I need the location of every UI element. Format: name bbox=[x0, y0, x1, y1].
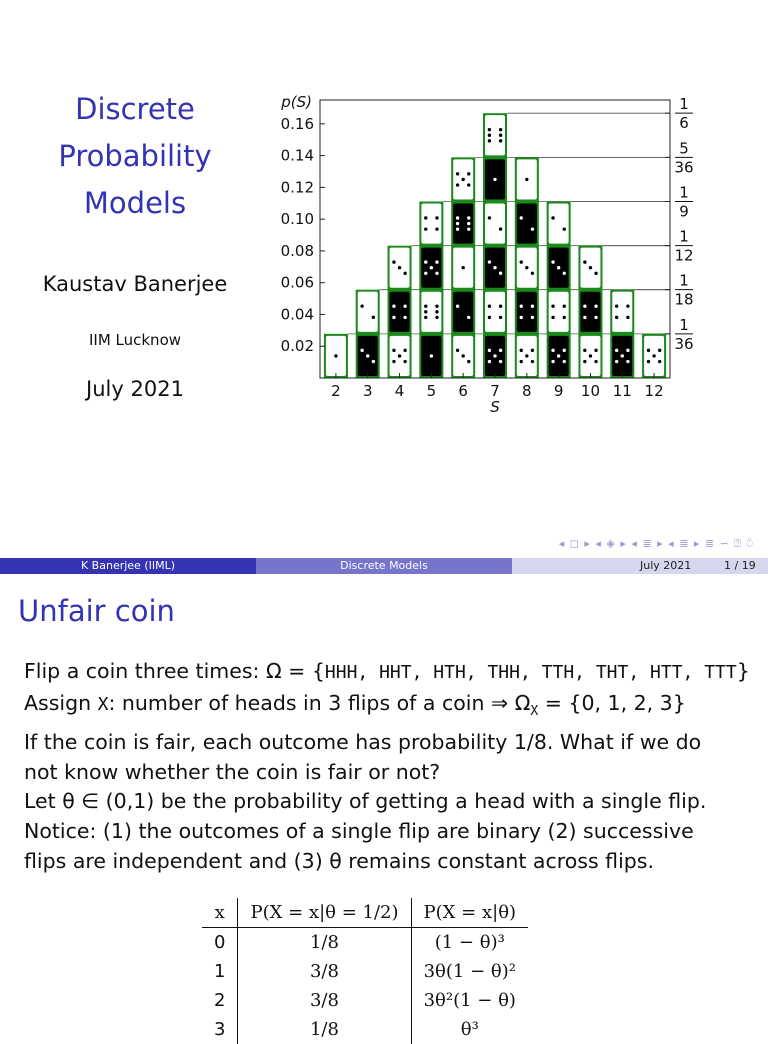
header-fair-prob: P(X = x|θ = 1/2) bbox=[238, 898, 411, 928]
die-pip bbox=[424, 305, 427, 308]
die-pip bbox=[488, 139, 491, 142]
die-pip bbox=[525, 266, 528, 269]
die-pip bbox=[499, 349, 502, 352]
die-pip bbox=[551, 360, 554, 363]
die-pip bbox=[551, 305, 554, 308]
cell-theta: (1 − θ)³ bbox=[434, 932, 505, 953]
die-pip bbox=[499, 316, 502, 319]
title-line-3: Models bbox=[83, 186, 187, 220]
die-pip bbox=[435, 305, 438, 308]
die-pip bbox=[398, 354, 401, 357]
fraction-numerator: 1 bbox=[679, 271, 689, 290]
die-face bbox=[485, 292, 505, 332]
die-face bbox=[390, 292, 410, 332]
y-tick-label: 0.12 bbox=[280, 178, 314, 197]
table-header-row bbox=[202, 898, 528, 928]
frame-title: Unfair coin bbox=[18, 594, 175, 628]
text-span: Flip a coin three times: Ω = { bbox=[24, 659, 325, 683]
die-pip bbox=[583, 305, 586, 308]
die-pip bbox=[626, 349, 629, 352]
die-pip bbox=[392, 349, 395, 352]
cell-theta: 3θ²(1 − θ) bbox=[423, 990, 516, 1011]
die-pip bbox=[435, 316, 438, 319]
die-pip bbox=[366, 354, 369, 357]
die-pip bbox=[488, 349, 491, 352]
fraction-numerator: 1 bbox=[679, 315, 689, 334]
fraction-denominator: 12 bbox=[674, 246, 694, 265]
die-pip bbox=[621, 354, 624, 357]
footer-date: July 2021 bbox=[640, 559, 692, 572]
die-pip bbox=[563, 316, 566, 319]
die-pip bbox=[594, 316, 597, 319]
die-pip bbox=[372, 360, 375, 363]
x-tick-label: 5 bbox=[426, 382, 437, 400]
x-tick-label: 12 bbox=[644, 382, 664, 400]
x-tick-label: 11 bbox=[612, 382, 632, 400]
y-tick-label: 0.06 bbox=[280, 273, 314, 292]
die-pip bbox=[488, 260, 491, 263]
die-pip bbox=[392, 316, 395, 319]
die-pip bbox=[499, 128, 502, 131]
text-line: not know whether the coin is fair or not? bbox=[24, 760, 441, 785]
die-pip bbox=[403, 349, 406, 352]
die-pip bbox=[499, 134, 502, 137]
x-tick-label: 8 bbox=[522, 382, 532, 400]
die-pip bbox=[467, 316, 470, 319]
die-face bbox=[612, 292, 632, 332]
die-pip bbox=[488, 134, 491, 137]
fraction-numerator: 1 bbox=[679, 95, 689, 114]
die-pip bbox=[467, 227, 470, 230]
die-pip bbox=[424, 316, 427, 319]
die-pip bbox=[435, 310, 438, 313]
beamer-navigation-symbols[interactable]: ◂ ◻ ▸ ◂ ◈ ▸ ◂ ≣ ▸ ◂ ≣ ▸ ≣ ∽ ⍰ ⍥ bbox=[558, 537, 754, 550]
die-face bbox=[549, 204, 569, 244]
die-pip bbox=[615, 349, 618, 352]
die-pip bbox=[563, 360, 566, 363]
die-pip bbox=[594, 272, 597, 275]
die-pip bbox=[499, 272, 502, 275]
die-pip bbox=[461, 178, 464, 181]
die-face bbox=[549, 292, 569, 332]
die-pip bbox=[435, 272, 438, 275]
die-pip bbox=[456, 216, 459, 219]
footer-title: Discrete Models bbox=[256, 558, 512, 574]
die-pip bbox=[499, 139, 502, 142]
text-line bbox=[24, 688, 754, 727]
die-pip bbox=[467, 222, 470, 225]
die-pip bbox=[424, 260, 427, 263]
table-row bbox=[202, 986, 528, 1015]
text-line: flips are independent and (3) θ remains constant across flips. bbox=[24, 849, 654, 873]
die-pip bbox=[594, 305, 597, 308]
die-pip bbox=[594, 349, 597, 352]
die-pip bbox=[589, 354, 592, 357]
cell-x: 3 bbox=[202, 1015, 238, 1044]
die-pip bbox=[652, 354, 655, 357]
die-pip bbox=[403, 360, 406, 363]
die-pip bbox=[403, 305, 406, 308]
die-pip bbox=[424, 310, 427, 313]
die-pip bbox=[499, 227, 502, 230]
die-pip bbox=[435, 216, 438, 219]
die-pip bbox=[398, 266, 401, 269]
die-pip bbox=[467, 216, 470, 219]
die-pip bbox=[658, 349, 661, 352]
die-pip bbox=[647, 349, 650, 352]
institution: IIM Lucknow bbox=[88, 331, 182, 349]
die-pip bbox=[531, 349, 534, 352]
die-pip bbox=[334, 354, 337, 357]
die-pip bbox=[615, 360, 618, 363]
cell-x: 2 bbox=[202, 986, 238, 1015]
die-pip bbox=[531, 360, 534, 363]
die-pip bbox=[456, 227, 459, 230]
title-line-2: Probability bbox=[58, 139, 212, 173]
text-span: : number of heads in 3 flips of a coin ⇒ Ω bbox=[108, 691, 531, 715]
text-line: Let θ ∈ (0,1) be the probability of getting a head with a single flip. bbox=[24, 789, 707, 813]
y-tick-label: 0.16 bbox=[280, 114, 314, 133]
die-pip bbox=[456, 172, 459, 175]
die-pip bbox=[520, 349, 523, 352]
die-pip bbox=[594, 360, 597, 363]
cell-theta: θ³ bbox=[460, 1019, 479, 1040]
fraction-denominator: 36 bbox=[674, 158, 694, 177]
cell-fair: 1/8 bbox=[238, 1015, 411, 1044]
y-axis-label: p(S) bbox=[281, 93, 312, 111]
footer-author: K Banerjee (IIML) bbox=[0, 558, 256, 574]
die-pip bbox=[531, 227, 534, 230]
presentation-date: July 2021 bbox=[86, 377, 184, 401]
die-pip bbox=[626, 360, 629, 363]
die-pip bbox=[520, 360, 523, 363]
die-pip bbox=[520, 260, 523, 263]
die-pip bbox=[520, 305, 523, 308]
fraction-numerator: 1 bbox=[679, 227, 689, 246]
die-pip bbox=[392, 360, 395, 363]
fraction-numerator: 5 bbox=[679, 139, 689, 158]
die-pip bbox=[583, 349, 586, 352]
die-pip bbox=[424, 227, 427, 230]
y-tick-label: 0.10 bbox=[280, 210, 314, 229]
cell-x: 0 bbox=[202, 928, 238, 958]
die-pip bbox=[520, 316, 523, 319]
die-pip bbox=[563, 272, 566, 275]
text-span: Assign bbox=[24, 691, 98, 715]
die-pip bbox=[583, 360, 586, 363]
x-tick-label: 2 bbox=[331, 382, 341, 400]
die-pip bbox=[551, 260, 554, 263]
die-pip bbox=[456, 222, 459, 225]
x-tick-label: 6 bbox=[458, 382, 468, 400]
die-pip bbox=[488, 216, 491, 219]
y-tick-label: 0.02 bbox=[280, 337, 314, 356]
die-pip bbox=[461, 354, 464, 357]
die-pip bbox=[583, 260, 586, 263]
die-pip bbox=[557, 266, 560, 269]
die-pip bbox=[493, 266, 496, 269]
cell-fair: 3/8 bbox=[238, 986, 411, 1015]
fraction-numerator: 1 bbox=[679, 183, 689, 202]
die-pip bbox=[435, 260, 438, 263]
die-pip bbox=[658, 360, 661, 363]
die-pip bbox=[520, 216, 523, 219]
die-pip bbox=[499, 304, 502, 307]
x-tick-label: 3 bbox=[362, 382, 373, 400]
die-pip bbox=[467, 172, 470, 175]
die-pip bbox=[589, 266, 592, 269]
table-row bbox=[202, 957, 528, 986]
die-pip bbox=[563, 227, 566, 230]
x-tick-label: 4 bbox=[394, 382, 405, 400]
outcome-list: HHH, HHT, HTH, THH, TTH, THT, HTT, TTT bbox=[324, 662, 737, 683]
variable-x: X bbox=[97, 694, 109, 715]
die-pip bbox=[551, 349, 554, 352]
die-pip bbox=[424, 272, 427, 275]
x-tick-label: 7 bbox=[490, 382, 500, 400]
die-pip bbox=[360, 304, 363, 307]
y-tick-label: 0.04 bbox=[280, 305, 314, 324]
die-pip bbox=[392, 260, 395, 263]
die-pip bbox=[525, 178, 528, 181]
die-pip bbox=[615, 304, 618, 307]
cell-x: 1 bbox=[202, 957, 238, 986]
subscript-x: X bbox=[530, 704, 539, 720]
die-face bbox=[485, 203, 505, 243]
header-theta-prob: P(X = x|θ) bbox=[411, 898, 528, 928]
fraction-denominator: 18 bbox=[674, 290, 694, 309]
footer-page-number: 1 / 19 bbox=[724, 559, 756, 572]
text-line: If the coin is fair, each outcome has probability 1/8. What if we do bbox=[24, 730, 702, 755]
die-pip bbox=[525, 354, 528, 357]
header-x: x bbox=[202, 898, 238, 928]
die-pip bbox=[372, 316, 375, 319]
die-pip bbox=[531, 272, 534, 275]
table-row bbox=[202, 928, 528, 958]
die-face bbox=[580, 292, 600, 332]
die-pip bbox=[360, 349, 363, 352]
die-face bbox=[517, 203, 537, 243]
die-pip bbox=[430, 266, 433, 269]
die-pip bbox=[467, 360, 470, 363]
x-tick-label: 9 bbox=[553, 382, 564, 400]
die-face bbox=[421, 204, 441, 244]
die-pip bbox=[488, 304, 491, 307]
die-pip bbox=[557, 354, 560, 357]
die-pip bbox=[626, 316, 629, 319]
die-pip bbox=[551, 216, 554, 219]
die-pip bbox=[615, 316, 618, 319]
die-pip bbox=[493, 354, 496, 357]
die-pip bbox=[488, 360, 491, 363]
die-pip bbox=[583, 316, 586, 319]
die-pip bbox=[461, 266, 464, 269]
text-line bbox=[24, 656, 754, 688]
die-pip bbox=[456, 183, 459, 186]
die-pip bbox=[488, 316, 491, 319]
die-pip bbox=[392, 305, 395, 308]
die-pip bbox=[563, 349, 566, 352]
fraction-denominator: 36 bbox=[674, 334, 694, 353]
y-tick-label: 0.14 bbox=[280, 146, 314, 165]
author-name: Kaustav Banerjee bbox=[42, 272, 228, 296]
die-pip bbox=[563, 305, 566, 308]
die-pip bbox=[403, 272, 406, 275]
paragraph-sample-space bbox=[24, 656, 754, 787]
die-pip bbox=[430, 354, 433, 357]
die-pip bbox=[456, 305, 459, 308]
die-pip bbox=[456, 349, 459, 352]
footer-bar bbox=[0, 558, 768, 574]
die-pip bbox=[647, 360, 650, 363]
fraction-denominator: 9 bbox=[679, 202, 689, 221]
title-line-1: Discrete bbox=[75, 92, 195, 126]
die-pip bbox=[435, 227, 438, 230]
die-pip bbox=[488, 128, 491, 131]
paragraph-theta bbox=[24, 786, 754, 876]
text-line: Notice: (1) the outcomes of a single flip are binary (2) successive bbox=[24, 819, 694, 843]
x-tick-label: 10 bbox=[580, 382, 601, 400]
x-axis-label: S bbox=[490, 398, 500, 416]
pmf-table bbox=[202, 898, 528, 1044]
die-pip bbox=[626, 304, 629, 307]
die-pip bbox=[467, 183, 470, 186]
table-row bbox=[202, 1015, 528, 1044]
die-pip bbox=[403, 316, 406, 319]
dice-sum-probability-chart bbox=[268, 88, 728, 428]
footer-right bbox=[512, 558, 768, 574]
y-tick-label: 0.08 bbox=[280, 241, 314, 260]
die-pip bbox=[531, 305, 534, 308]
die-face bbox=[358, 292, 378, 332]
die-pip bbox=[551, 316, 554, 319]
die-face bbox=[453, 292, 473, 332]
die-pip bbox=[424, 216, 427, 219]
text-span: } bbox=[736, 659, 750, 683]
cell-fair: 1/8 bbox=[238, 928, 411, 958]
die-pip bbox=[499, 360, 502, 363]
die-pip bbox=[493, 178, 496, 181]
cell-fair: 3/8 bbox=[238, 957, 411, 986]
unfair-coin-slide bbox=[0, 576, 768, 1040]
text-span: = {0, 1, 2, 3} bbox=[538, 691, 686, 715]
cell-theta: 3θ(1 − θ)² bbox=[423, 961, 516, 982]
fraction-denominator: 6 bbox=[679, 114, 689, 133]
die-pip bbox=[531, 316, 534, 319]
die-face bbox=[517, 292, 537, 332]
